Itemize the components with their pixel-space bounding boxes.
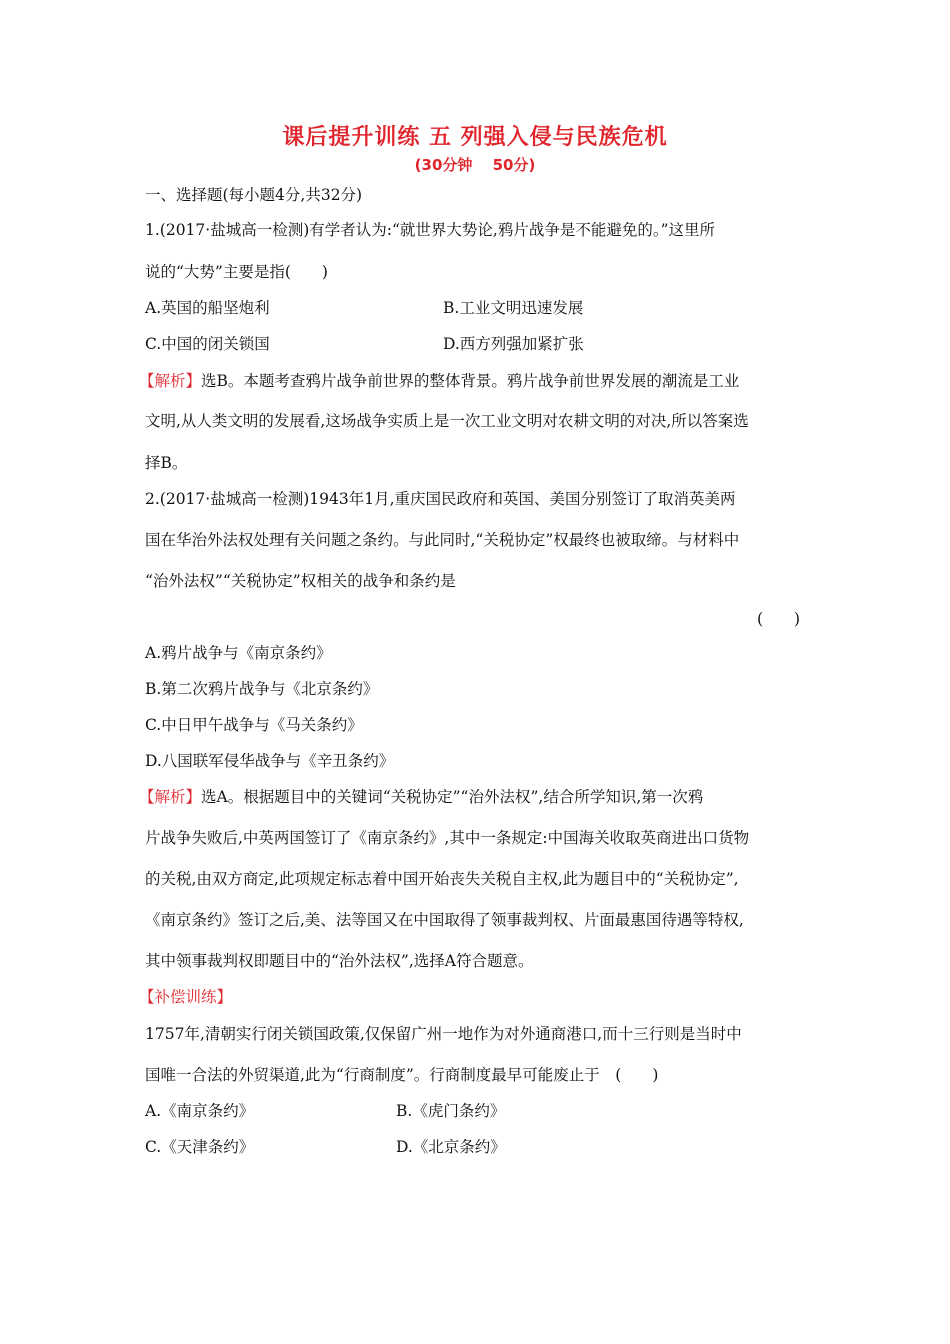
section-heading: 一、选择题(每小题4分,共32分) — [145, 186, 363, 204]
question-2-line-2: 国在华治外法权处理有关问题之条约。与此同时,“关税协定”权最终也被取缔。与材料中 — [145, 531, 740, 549]
q1-option-d: D.西方列强加紧扩张 — [443, 335, 584, 353]
q2-analysis-line-1: 【解析】选A。根据题目中的关键词“关税协定”“治外法权”,结合所学知识,第一次鸦 — [139, 788, 704, 806]
q1-analysis-line-3: 择B。 — [145, 454, 188, 472]
q2-option-c: C.中日甲午战争与《马关条约》 — [145, 716, 363, 734]
question-1-line-1: 1.(2017·盐城高一检测)有学者认为:“就世界大势论,鸦片战争是不能避免的。”这里所 — [145, 221, 716, 239]
supp-option-d: D.《北京条约》 — [396, 1138, 506, 1156]
q2-answer-blank: ( ) — [757, 610, 801, 628]
q2-option-a: A.鸦片战争与《南京条约》 — [145, 644, 332, 662]
question-2-line-3: “治外法权”“关税协定”权相关的战争和条约是 — [145, 572, 456, 590]
supp-option-c: C.《天津条约》 — [145, 1138, 255, 1156]
q2-option-d: D.八国联军侵华战争与《辛丑条约》 — [145, 752, 395, 770]
page-subtitle: (30分钟 50分) — [414, 156, 536, 174]
supp-option-a: A.《南京条约》 — [145, 1102, 255, 1120]
q1-analysis-line-1: 【解析】选B。本题考查鸦片战争前世界的整体背景。鸦片战争前世界发展的潮流是工业 — [139, 372, 740, 390]
question-1-line-2: 说的“大势”主要是指( ) — [145, 263, 328, 281]
supplement-line-2: 国唯一合法的外贸渠道,此为“行商制度”。行商制度最早可能废止于 ( ) — [145, 1066, 659, 1084]
question-2-line-1: 2.(2017·盐城高一检测)1943年1月,重庆国民政府和英国、美国分别签订了取消英美两 — [145, 490, 736, 508]
analysis-tag: 【解析】 — [139, 372, 202, 390]
q1-analysis-line-2: 文明,从人类文明的发展看,这场战争实质上是一次工业文明对农耕文明的对决,所以答案选 — [145, 412, 749, 430]
q2-option-b: B.第二次鸦片战争与《北京条约》 — [145, 680, 379, 698]
supp-option-b: B.《虎门条约》 — [396, 1102, 506, 1120]
q1-option-a: A.英国的船坚炮利 — [145, 299, 270, 317]
supplement-tag: 【补偿训练】 — [139, 988, 233, 1006]
page-title: 课后提升训练 五 列强入侵与民族危机 — [282, 125, 668, 150]
q1-option-c: C.中国的闭关锁国 — [145, 335, 270, 353]
q1-option-b: B.工业文明迅速发展 — [443, 299, 584, 317]
analysis-tag: 【解析】 — [139, 788, 202, 806]
q2-analysis-line-4: 《南京条约》签订之后,美、法等国又在中国取得了领事裁判权、片面最惠国待遇等特权, — [145, 911, 744, 929]
q2-analysis-line-3: 的关税,由双方商定,此项规定标志着中国开始丧失关税自主权,此为题目中的“关税协定”, — [145, 870, 739, 888]
supplement-line-1: 1757年,清朝实行闭关锁国政策,仅保留广州一地作为对外通商港口,而十三行则是当时中 — [145, 1025, 742, 1043]
q2-analysis-line-5: 其中领事裁判权即题目中的“治外法权”,选择A符合题意。 — [145, 952, 534, 970]
q2-analysis-line-2: 片战争失败后,中英两国签订了《南京条约》,其中一条规定:中国海关收取英商进出口货物 — [145, 829, 750, 847]
